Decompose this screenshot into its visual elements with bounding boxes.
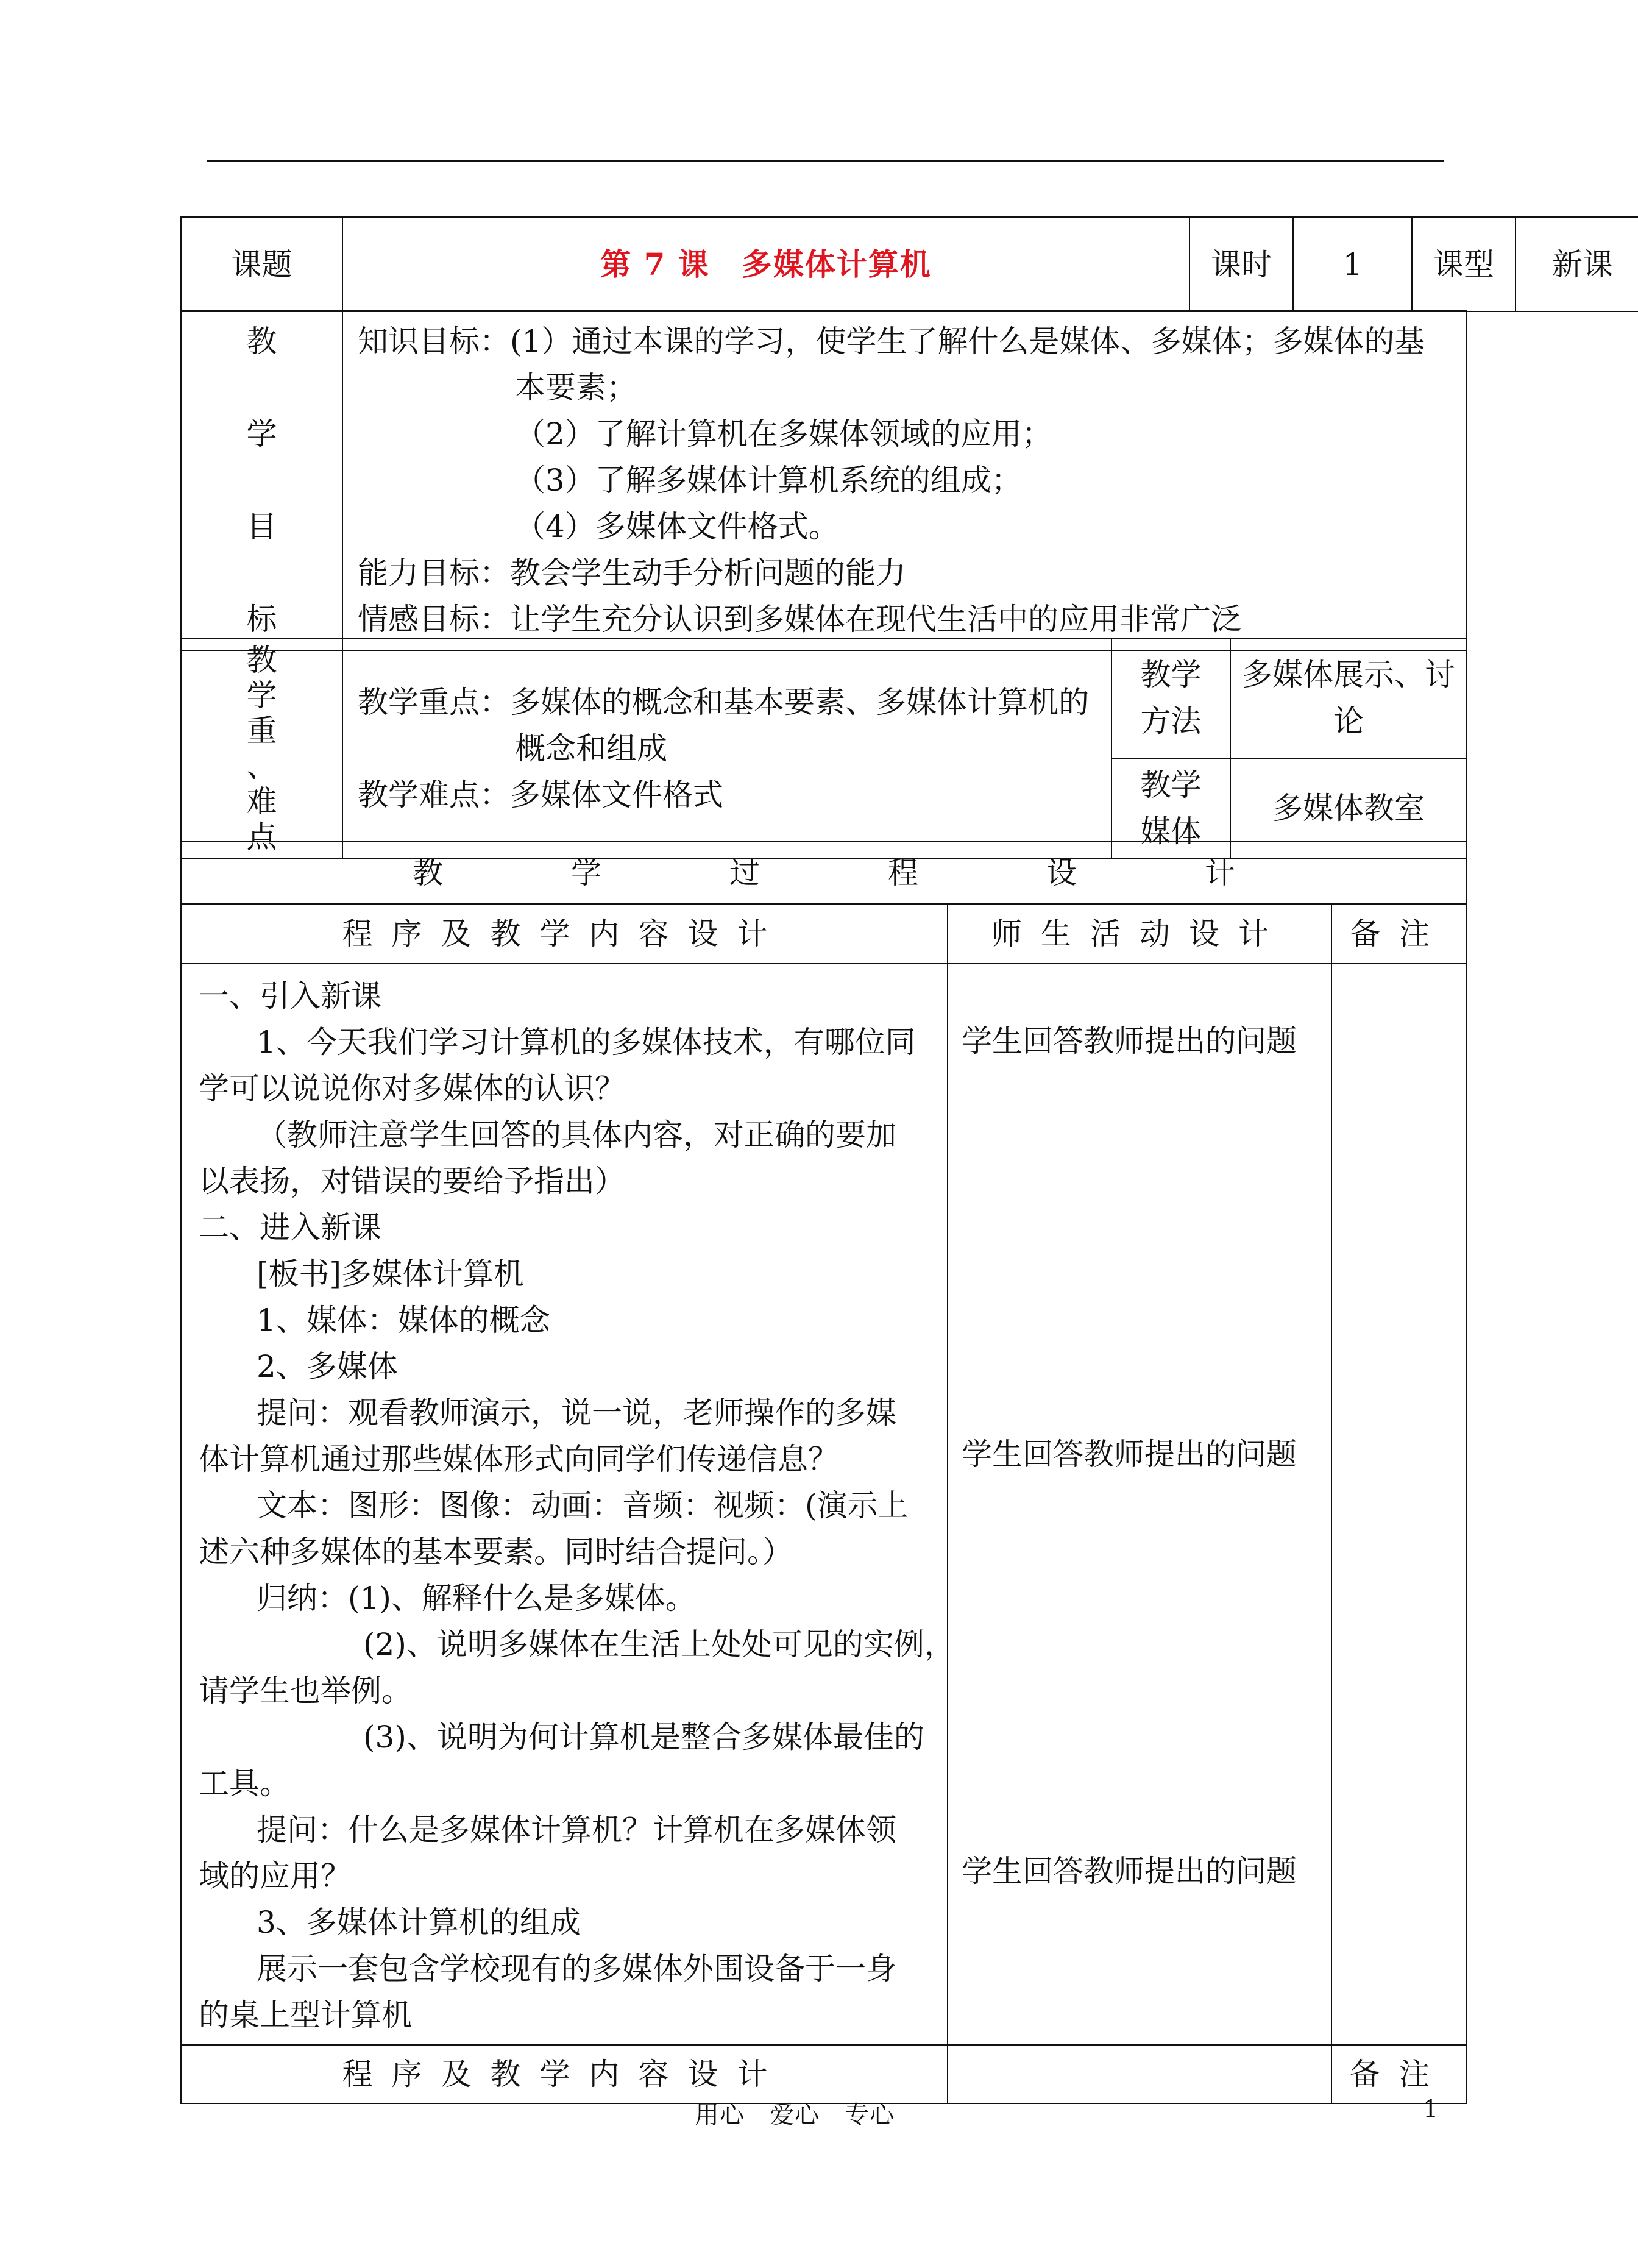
objective-line: 情感目标：让学生充分认识到多媒体在现代生活中的应用非常广泛 [358,602,1241,637]
content-line: 的桌上型计算机 [199,1997,412,2033]
lesson-title: 第 7 课 多媒体计算机 [342,217,1190,311]
col-activity-header: 师生活动设计 [948,904,1331,964]
footer-motto: 用心 爱心 专心 [695,2101,895,2129]
type-label: 课型 [1412,217,1516,311]
content-line: 域的应用？ [199,1858,351,1894]
focus-line-cont: 概念和组成 [515,731,667,766]
content-line: [板书]多媒体计算机 [257,1256,525,1292]
column-header-row-repeat [181,2045,1467,2103]
header-rule [207,160,1444,162]
col-content-header: 程序及教学内容设计 [181,904,948,964]
objective-line: （4）多媒体文件格式。 [515,509,839,544]
col-activity-header-empty [948,2045,1331,2103]
process-table [180,903,1467,2104]
content-line: 提问：观看教师演示，说一说，老师操作的多媒 [257,1395,896,1431]
page-number: 1 [1423,2096,1439,2124]
objectives-content [342,310,1467,650]
hours-value: 1 [1293,217,1412,311]
content-line: 展示一套包含学校现有的多媒体外围设备于一身 [257,1951,896,1986]
objectives-table [180,310,1467,651]
method-label: 教学 方法 [1112,638,1230,758]
content-line: 请学生也举例。 [199,1673,412,1708]
subject-label: 课题 [181,217,342,311]
objective-line: 知识目标：(1）通过本课的学习，使学生了解什么是媒体、多媒体；多媒体的基 [358,324,1425,359]
content-line: 3、多媒体计算机的组成 [257,1905,581,1940]
content-line: 二、进入新课 [199,1210,381,1245]
content-line: 以表扬，对错误的要给予指出） [199,1164,625,1199]
content-line: 1、今天我们学习计算机的多媒体技术，有哪位同 [257,1025,916,1060]
objective-line: （3）了解多媒体计算机系统的组成； [515,463,1022,498]
media-value: 多媒体教室 [1230,758,1467,859]
content-line: 归纳：(1)、解释什么是多媒体。 [257,1580,696,1616]
col-content-header: 程序及教学内容设计 [181,2045,948,2103]
difficulty-line: 教学难点：多媒体文件格式 [358,777,723,812]
notes-column [1331,964,1467,2045]
objective-line: 能力目标：教会学生动手分析问题的能力 [358,555,906,591]
col-notes-header: 备注 [1331,2045,1467,2103]
lesson-content [181,964,955,2045]
content-line: (3)、说明为何计算机是整合多媒体最佳的 [363,1719,924,1755]
content-line: 2、多媒体 [257,1349,398,1384]
content-line: 一、引入新课 [199,978,381,1014]
activity-note: 学生回答教师提出的问题 [962,1023,1297,1059]
process-title-table [180,841,1467,905]
objectives-side-label: 教 学 目 标 [181,310,342,650]
title-row [181,217,1638,311]
content-line: 文本：图形：图像：动画：音频：视频：(演示上 [257,1488,909,1523]
type-value: 新课 [1516,217,1638,311]
objective-line: 本要素； [515,370,637,405]
key-points-content [342,638,1112,859]
activity-column [948,964,1331,2045]
content-line: 提问：什么是多媒体计算机？计算机在多媒体领 [257,1812,896,1847]
method-value: 多媒体展示、讨 论 [1230,638,1467,758]
content-row [181,964,1467,2045]
content-line: （教师注意学生回答的具体内容，对正确的要加 [257,1117,896,1153]
content-line: (2)、说明多媒体在生活上处处可见的实例， [363,1627,955,1662]
media-label: 教学 媒体 [1112,758,1230,859]
content-line: 工具。 [199,1766,290,1801]
content-line: 学可以说说你对多媒体的认识？ [199,1071,625,1106]
activity-note: 学生回答教师提出的问题 [962,1437,1297,1472]
hours-label: 课时 [1190,217,1293,311]
activity-note: 学生回答教师提出的问题 [962,1854,1297,1889]
column-header-row [181,904,1467,964]
key-points-table [180,638,1467,859]
process-title: 教 学 过 程 设 计 [181,841,1467,904]
col-notes-header: 备注 [1331,904,1467,964]
key-points-side-label: 教 学 重 、 难 点 [181,638,342,859]
lesson-info-table [180,216,1638,312]
content-line: 体计算机通过那些媒体形式向同学们传递信息？ [199,1441,838,1477]
content-line: 述六种多媒体的基本要素。同时结合提问。） [199,1534,793,1569]
content-line: 1、媒体：媒体的概念 [257,1303,550,1338]
focus-line: 教学重点：多媒体的概念和基本要素、多媒体计算机的 [358,684,1089,720]
objective-line: （2）了解计算机在多媒体领域的应用； [515,416,1052,452]
